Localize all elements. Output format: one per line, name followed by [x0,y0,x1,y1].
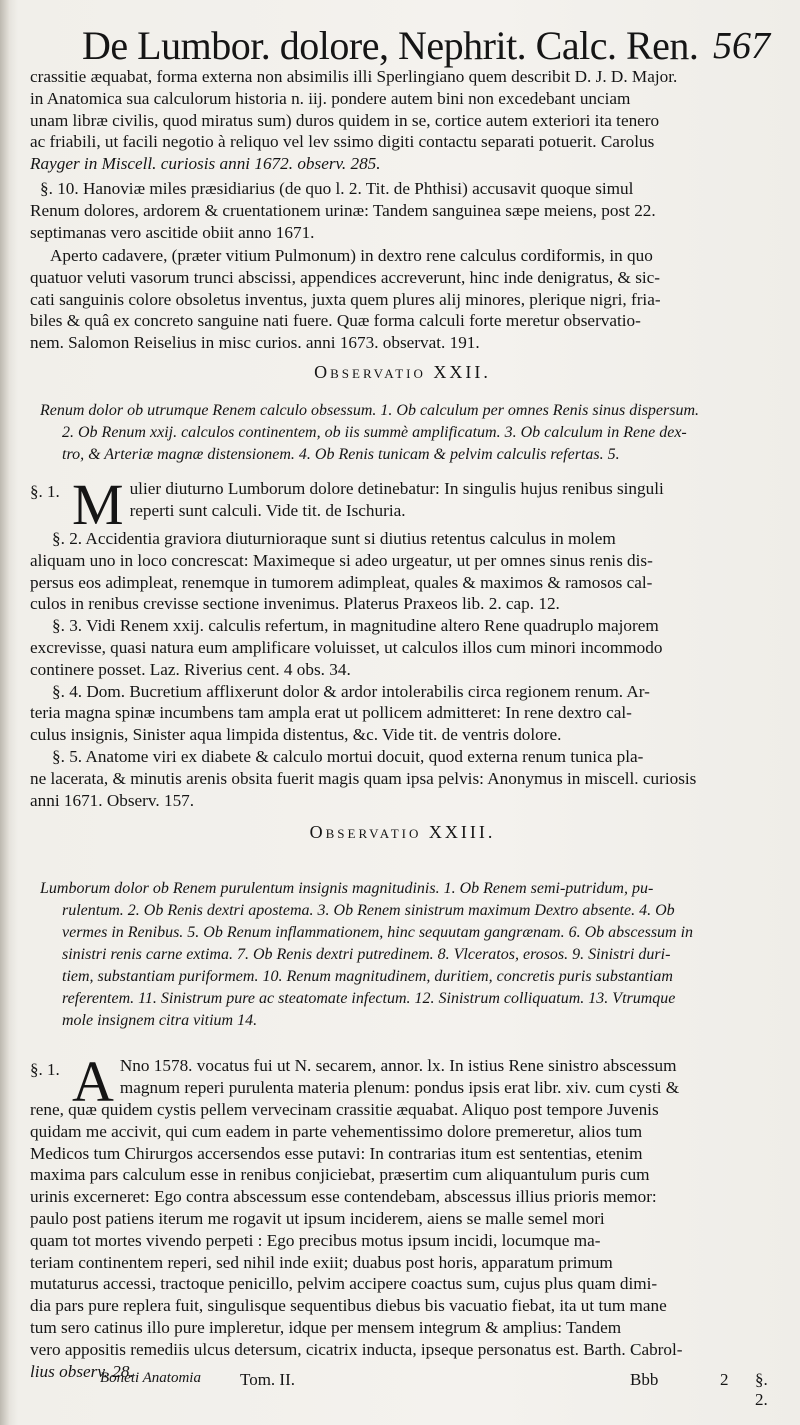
text-line: magnum reperi purulenta materia plenum: pondus ipsis erat libr. xiv. cum cysti & [119,1077,680,1097]
observation-22-section-1 [72,472,775,537]
text-line: ulier diuturno Lumborum dolore detinebatur: In singulis hujus renibus singuli [129,479,664,498]
page-gutter-shadow [0,0,10,1425]
text-line: §. 2. Accidentia graviora diuturnioraque sunt si diutius retentus calculus in molem [52,529,616,548]
text-line: culus insignis, Sinister aqua limpida distentus, &c. Vide tit. de ventris dolore. [30,725,562,745]
summary-line: 2. Ob Renum xxij. calculos continentem, ob iis summè amplificatum. 3. Ob calculum in Rene dex- [62,424,687,441]
text-line: paulo post patiens iterum me rogavit ut ipsum inciderem, aiens se malle semel mori [30,1208,605,1228]
summary-line: Renum dolor ob utrumque Renem calculo obsessum. 1. Ob calculum per omnes Renis sinus dispersum. [40,402,700,419]
text-line: Renum dolores, ardorem & cruentationem urinæ: Tandem sanguinea sæpe meiens, post 22. [30,200,656,220]
text-line: unam libræ civilis, quod miratus sum) duros quidem in se, cortice autem exteriori ita tenero [30,110,660,130]
text-line: ac friabili, ut facili negotio à reliquo vel lev ssimo digiti contactu separati potuerit. Carolus [30,132,655,152]
text-line: persus eos adimpleat, renemque in tumorem adimpleat, quales & maximos & ramosos cal- [30,572,653,592]
text-line: quatuor veluti vasorum trunci abscissi, appendices accreverunt, hinc inde denigratus, & sic- [30,267,661,287]
text-line: rene, quæ quidem cystis pellem vervecinam crassitie æquabat. Aliquo post tempore Juvenis [30,1100,659,1119]
signature-number: 2 [720,1370,729,1389]
observation-23-summary [40,878,775,1032]
text-line: septimanas vero ascitide obiit anno 1671. [30,222,315,242]
citation-line: lius observ. 28. [30,1361,134,1381]
text-line: Nno 1578. vocatus fui ut N. secarem, annor. lx. In istius Rene sinistro abscessum [119,1056,677,1075]
summary-line: rulentum. 2. Ob Renis dextri apostema. 3. Ob Renem sinistrum maximum Dextro absente. 4. Ob [62,902,675,919]
summary-line: sinistri renis carne extima. 7. Ob Renis dextri putredinem. 8. Vlceratos, erosos. 9. Sinistri duri- [62,946,671,963]
running-title: De Lumbor. dolore, Nephrit. Calc. Ren. [82,23,699,68]
text-line: vero appositis remediis ulcus detersum, cicatrix inducta, ipseque personatus est. Barth. Cabrol- [30,1339,683,1359]
text-line: quidam me accivit, qui cum eadem in parte vehementissimo dolore premeretur, alios tum [30,1121,643,1141]
observation-22-heading: Observatio XXII. [314,362,491,382]
summary-line: Lumborum dolor ob Renem purulentum insignis magnitudinis. 1. Ob Renem semi-putridum, pu- [40,880,654,897]
aperto-paragraph [30,245,775,354]
continued-paragraph [30,66,775,175]
running-header [70,22,770,70]
catchword: §. 2. [755,1370,768,1409]
text-line: Aperto cadavere, (præter vitium Pulmonum) in dextro rene calculus cordiformis, in quo [50,246,653,265]
text-line: §. 4. Dom. Bucretium afflixerunt dolor & ardor intolerabilis circa regionem renum. Ar- [52,681,650,701]
text-line: aliquam uno in loco concrescat: Maximeque si adeo urgeatur, ut per omnes sinus renis dis- [30,550,653,570]
text-line: quam tot mortes vivendo perpeti : Ego precibus motus ipsum incidi, locumque ma- [30,1230,601,1250]
section-number: §. 1. [30,482,60,501]
text-line: mutaturus accessi, tractoque penicillo, pelvim accipere coactus sum, cujus plus quam dimi- [30,1274,658,1294]
observation-22-sections [30,528,775,811]
observation-23-heading: Observatio XXIII. [309,822,496,842]
text-line: §. 3. Vidi Renem xxij. calculis refertum, in magnitudine altero Rene quadruplo majorem [52,616,659,636]
summary-line: tro, & Arteriæ magnæ distensionem. 4. Ob Renis tunicam & pelvim calculis refertas. 5. [62,446,620,463]
page-number: 567 [713,25,770,67]
summary-line: referentem. 11. Sinistrum pure ac steatomate infectum. 12. Sinistrum colliquatum. 13. Vtrumque [62,990,676,1007]
section-number: §. 1. [30,1060,60,1079]
section-10 [30,178,775,243]
summary-line: mole insignem citra vitium 14. [62,1012,258,1029]
footer-volume: Tom. II. [240,1370,295,1389]
observation-23-section-1-body [30,1099,775,1382]
citation-line: Rayger in Miscell. curiosis anni 1672. observ. 285. [30,154,381,174]
text-line: culos in renibus crevisse sectione invenimus. Platerus Praxeos lib. 2. cap. 12. [30,594,560,614]
text-line: urinis excerneret: Ego contra abscessum esse contendebam, abscessus illius prioris memor: [30,1187,657,1207]
observation-22-summary [40,400,775,466]
text-line: crassitie æquabat, forma externa non absimilis illi Sperlingiano quem describit D. J. D. Major. [30,67,678,86]
text-line: §. 10. Hanoviæ miles præsidiarius (de quo l. 2. Tit. de Phthisi) accusavit quoque simul [40,179,634,198]
text-line: §. 5. Anatome viri ex diabete & calculo mortui docuit, quod externa renum tunica pla- [52,746,644,766]
text-line: reperti sunt calculi. Vide tit. de Ischuria. [129,500,406,520]
signature-mark: Bbb [630,1370,659,1389]
text-line: teriam continentem reperi, sed nihil inde exiit; duabus post horis, apparatum primum [30,1252,613,1272]
footer-book-title: Boneti Anatomia [100,1370,201,1386]
text-line: teria magna spinæ incumbens tam ampla erat ut pollicem admitteret: In rene dextro cal- [30,703,632,723]
drop-capital: M [72,472,124,537]
text-line: ne lacerata, & minutis arenis obsita fuerit magis quam ipsa pelvis: Anonymus in miscell. curiosis [30,768,697,788]
summary-line: vermes in Renibus. 5. Ob Renum inflammationem, hinc sequutam gangrænam. 6. Ob abscessum in [62,924,694,941]
text-line: maxima pars calculum esse in renibus conjiciebat, præsertim cum aliquantulum puris cum [30,1165,650,1185]
text-line: tum sero catinus illo pure impleretur, idque per mensem integrum & amplius: Tandem [30,1317,622,1337]
text-line: dia pars pure replera fuit, singulisque sequentibus diebus bis vacuatio fiebat, ita ut tum mane [30,1296,667,1316]
text-line: excrevisse, quasi natura eum amplificare voluisset, ut calculos illos cum minori incommodo [30,637,663,657]
text-line: in Anatomica sua calculorum historia n. iij. pondere autem bini non excedebant unciam [30,88,631,108]
text-line: continere posset. Laz. Riverius cent. 4 obs. 34. [30,659,351,679]
text-line: anni 1671. Observ. 157. [30,790,195,810]
page-footer [30,1370,775,1409]
text-line: Medicos tum Chirurgos accersendos esse putavi: In contrarias itum est sententias, etenim [30,1143,643,1163]
summary-line: tiem, substantiam puriformem. 10. Renum magnitudinem, duritiem, concretis puris substantiam [62,968,673,985]
text-line: biles & quâ ex concreto sanguine nati fuere. Quæ forma calculi forte meretur observatio- [30,311,641,331]
drop-capital: A [72,1049,114,1114]
text-line: cati sanguinis colore obsoletus inventus, juxta quem plures alij minores, plerique nigri, fria- [30,289,661,309]
text-line: nem. Salomon Reiselius in misc curios. anni 1673. observat. 191. [30,333,480,353]
